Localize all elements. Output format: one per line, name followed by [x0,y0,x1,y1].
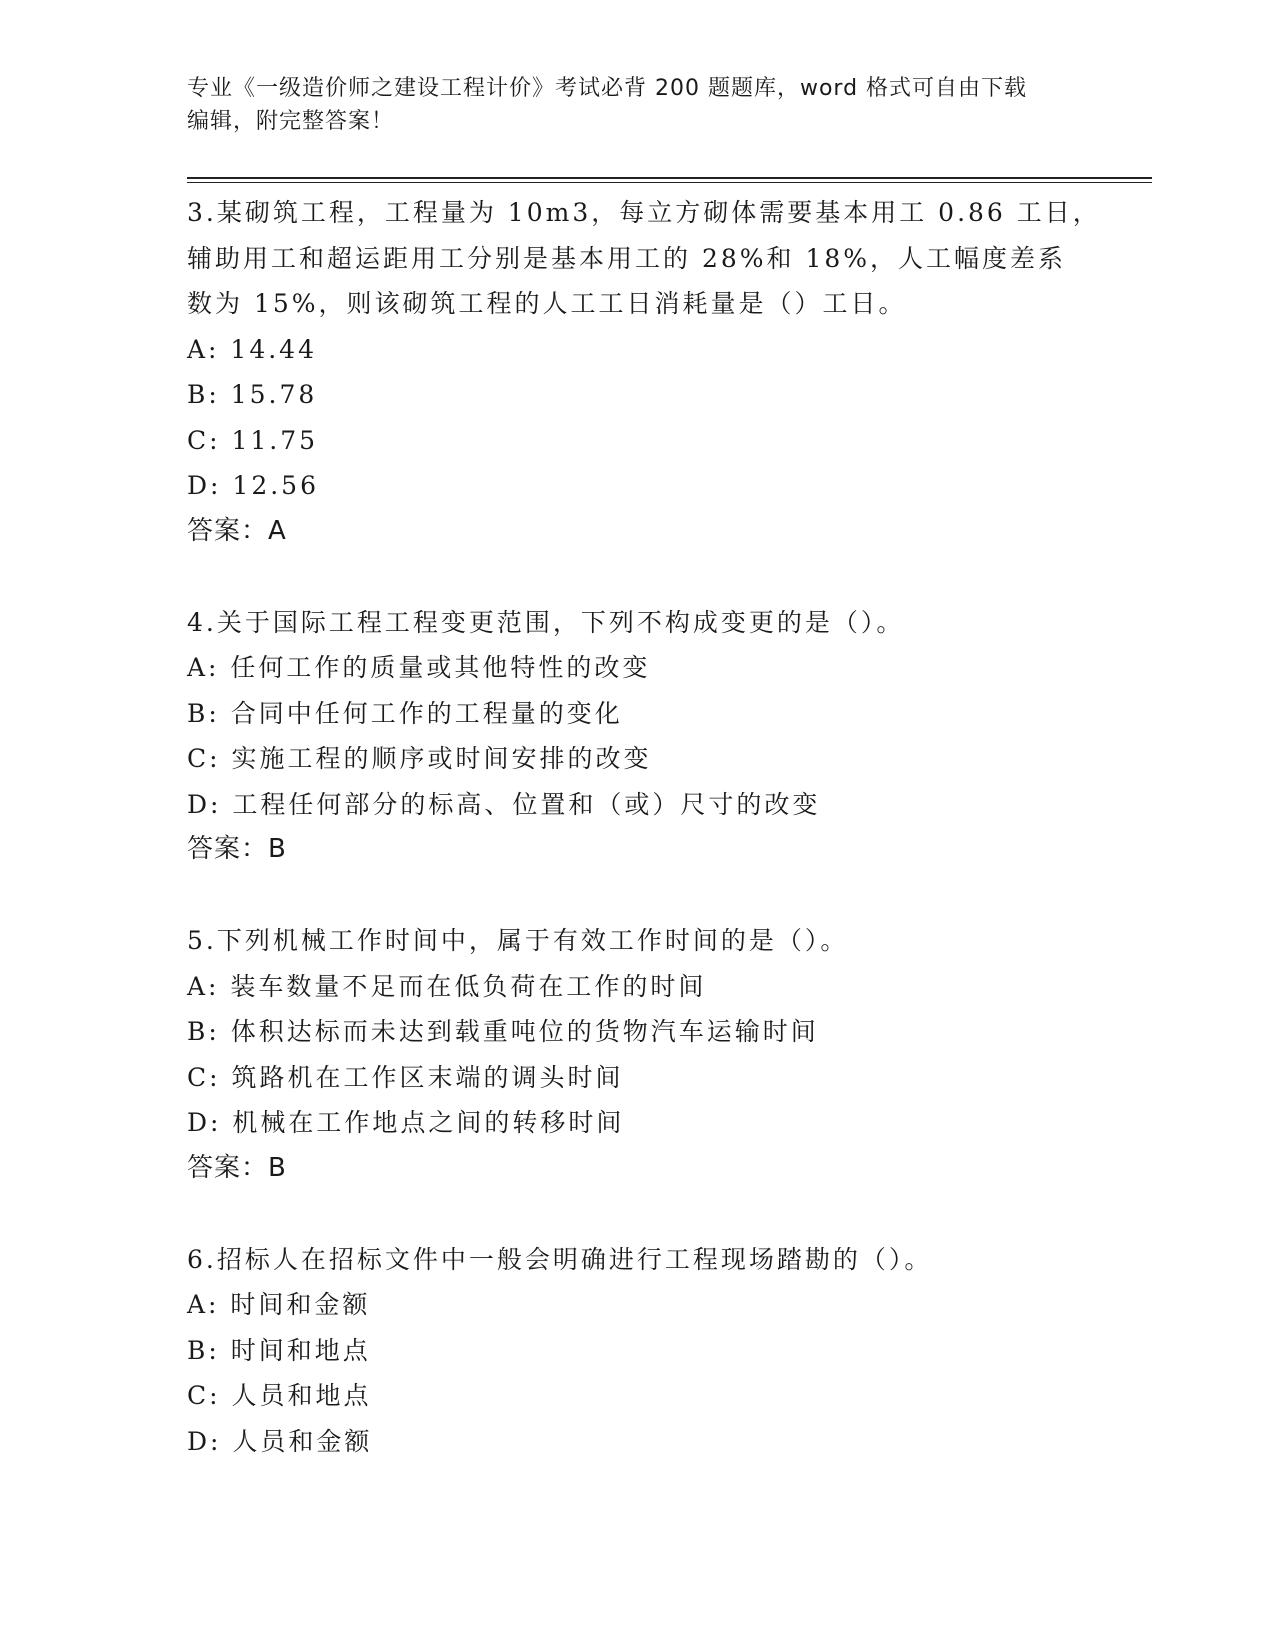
option-d: D: 12.56 [187,471,319,500]
question-list [187,190,1101,1464]
question-stem-line: 3.某砌筑工程，工程量为 10m3，每立方砌体需要基本用工 0.86 工日， [187,198,1101,227]
option-c: C: 筑路机在工作区末端的调头时间 [187,1062,624,1092]
option-a: A: 任何工作的质量或其他特性的改变 [187,653,651,682]
question-stem-line: 数为 15%，则该砌筑工程的人工工日消耗量是（）工日。 [187,289,907,318]
question-item [187,190,1101,554]
option-b: B: 15.78 [187,380,318,409]
option-a: A: 14.44 [187,334,317,364]
header-line: 编辑，附完整答案！ [187,109,395,134]
option-d: D: 人员和金额 [187,1426,373,1456]
header-line: 专业《一级造价师之建设工程计价》考试必背 200 题题库，word 格式可自由下载 [187,76,1028,101]
question-stem-line: 6.招标人在招标文件中一般会明确进行工程现场踏勘的（）。 [187,1244,933,1274]
option-b: B: 体积达标而未达到载重吨位的货物汽车运输时间 [187,1017,819,1046]
option-a: A: 装车数量不足而在低负荷在工作的时间 [187,971,707,1001]
option-b: B: 时间和地点 [187,1335,371,1365]
document-header [187,72,1067,138]
option-c: C: 人员和地点 [187,1381,372,1410]
option-d: D: 工程任何部分的标高、位置和（或）尺寸的改变 [187,789,821,819]
answer-label: 答案：A [187,515,287,546]
answer-label: 答案：B [187,834,287,864]
question-stem-line: 5.下列机械工作时间中，属于有效工作时间的是（）。 [187,926,849,955]
question-spacer [187,554,1087,600]
header-divider [187,177,1152,179]
option-c: C: 实施工程的顺序或时间安排的改变 [187,744,652,773]
question-spacer [187,873,1087,919]
header-divider-thin [187,182,1152,183]
question-spacer [187,1191,1087,1237]
question-item [187,600,1087,873]
option-c: C: 11.75 [187,425,319,455]
answer-label: 答案：B [187,1152,287,1183]
option-d: D: 机械在工作地点之间的转移时间 [187,1108,625,1137]
question-stem-line: 4.关于国际工程工程变更范围，下列不构成变更的是（）。 [187,607,905,637]
option-b: B: 合同中任何工作的工程量的变化 [187,698,623,728]
question-item [187,1237,1087,1465]
option-a: A: 时间和金额 [187,1290,371,1319]
question-stem-line: 辅助用工和超运距用工分别是基本用工的 28%和 18%，人工幅度差系 [187,243,1067,273]
question-item [187,918,1087,1191]
